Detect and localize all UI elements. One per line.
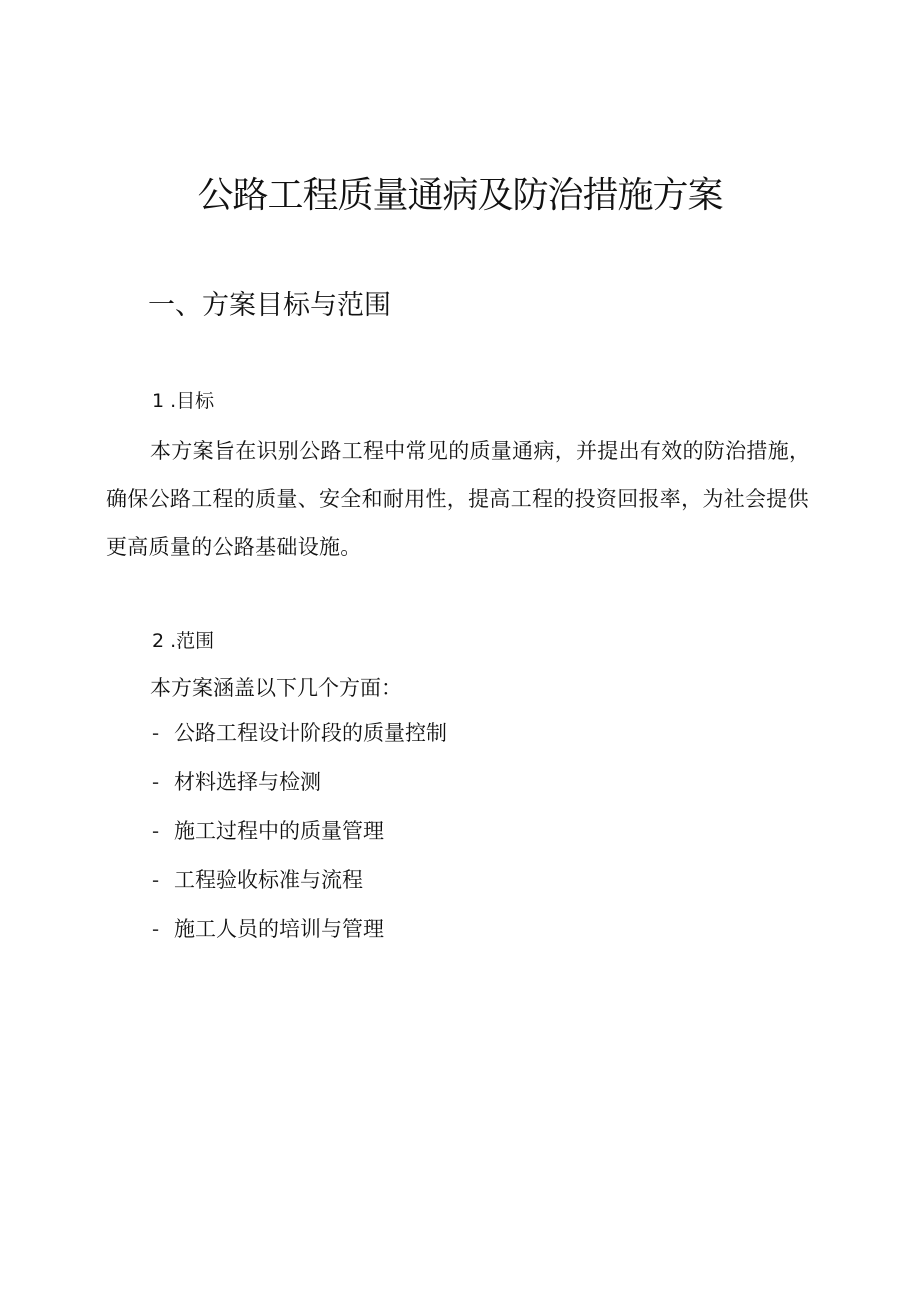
bullet-dash: - — [152, 770, 160, 794]
scope-label: .范围 — [170, 630, 215, 652]
goal-heading — [152, 386, 214, 416]
goal-label: .目标 — [170, 390, 215, 412]
list-item-text: 工程验收标准与流程 — [174, 868, 363, 892]
list-item-text: 公路工程设计阶段的质量控制 — [174, 721, 447, 745]
bullet-dash: - — [152, 868, 160, 892]
document-title: 公路工程质量通病及防治措施方案 — [197, 175, 723, 216]
scope-intro: 本方案涵盖以下几个方面： — [150, 676, 402, 700]
list-item — [152, 865, 447, 914]
list-item-text: 材料选择与检测 — [174, 770, 321, 794]
list-item — [152, 816, 447, 865]
bullet-dash: - — [152, 819, 160, 843]
goal-number: 1 — [152, 390, 171, 412]
bullet-dash: - — [152, 917, 160, 941]
section-heading: 一、方案目标与范围 — [148, 290, 391, 321]
bullet-dash: - — [152, 721, 160, 745]
scope-heading — [152, 626, 214, 656]
list-item — [152, 914, 447, 963]
scope-list — [152, 718, 447, 963]
list-item-text: 施工过程中的质量管理 — [174, 819, 384, 843]
list-item — [152, 767, 447, 816]
list-item-text: 施工人员的培训与管理 — [174, 917, 384, 941]
goal-paragraph: 本方案旨在识别公路工程中常见的质量通病，并提出有效的防治措施，确保公路工程的质量、安全和耐用性，提高工程的投资回报率，为社会提供更高质量的公路基础设施。 — [106, 439, 811, 559]
scope-number: 2 — [152, 630, 171, 652]
list-item — [152, 718, 447, 767]
